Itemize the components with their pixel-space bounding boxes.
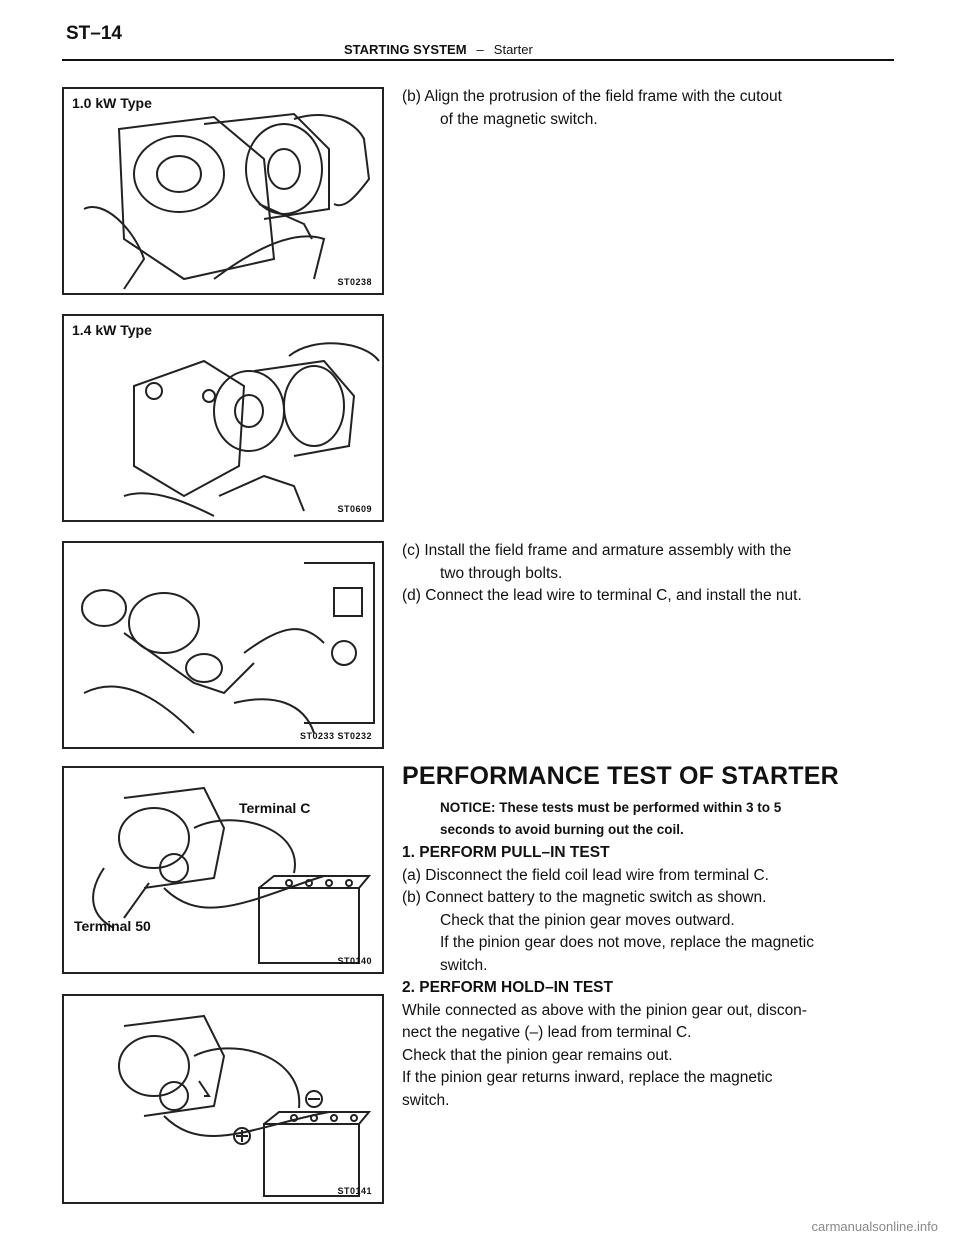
figure-code: ST0238 — [337, 277, 372, 287]
step-c-d — [402, 540, 882, 608]
step-text: (d) Connect the lead wire to terminal C, and install the nut. — [402, 587, 802, 604]
battery-wiring-illustration — [64, 768, 382, 972]
section-heading: PERFORMANCE TEST OF STARTER — [402, 762, 839, 790]
starter-assembly-illustration — [64, 89, 382, 293]
header-separator: – — [476, 42, 484, 57]
figure-label: 1.0 kW Type — [72, 95, 152, 111]
figure-pull-in-test — [62, 766, 384, 974]
figure-hold-in-test — [62, 994, 384, 1204]
step-title: 2. PERFORM HOLD–IN TEST — [402, 979, 613, 996]
figure-code: ST0140 — [337, 956, 372, 966]
notice — [440, 797, 880, 841]
figure-code: ST0609 — [337, 504, 372, 514]
watermark: carmanualsonline.info — [811, 1219, 938, 1234]
step-text: nect the negative (–) lead from terminal C. — [402, 1024, 692, 1041]
step-text: If the pinion gear does not move, replace the magnetic — [440, 934, 814, 951]
figure-code: ST0141 — [337, 1186, 372, 1196]
figure-code: ST0233 ST0232 — [299, 731, 372, 741]
terminal-installation-illustration — [64, 543, 382, 747]
step-text: (b) Align the protrusion of the field frame with the cutout — [402, 88, 782, 105]
step-text: Check that the pinion gear moves outward. — [440, 911, 735, 929]
notice-text: seconds to avoid burning out the coil. — [440, 822, 684, 837]
terminal-c-callout: Terminal C — [239, 800, 311, 816]
step-text: switch. — [402, 1091, 450, 1109]
subsection-title: Starter — [493, 42, 533, 57]
figure-1kw-type — [62, 87, 384, 295]
figure-terminal-c-nut — [62, 541, 384, 749]
terminal-50-callout: Terminal 50 — [74, 918, 151, 934]
pull-in-test — [402, 842, 882, 977]
section-title: STARTING SYSTEM — [344, 42, 467, 57]
battery-wiring-illustration — [64, 996, 382, 1202]
step-b-align — [402, 86, 882, 131]
step-text: While connected as above with the pinion gear out, discon- — [402, 1001, 807, 1019]
header-title — [344, 42, 533, 57]
header-rule — [62, 59, 894, 61]
step-text: If the pinion gear returns inward, replace the magnetic — [402, 1069, 773, 1086]
notice-text: NOTICE: These tests must be performed within 3 to 5 — [440, 800, 782, 815]
step-text: of the magnetic switch. — [440, 110, 598, 128]
page-code: ST–14 — [66, 23, 122, 44]
figure-1-4kw-type — [62, 314, 384, 522]
figure-label: 1.4 kW Type — [72, 322, 152, 338]
starter-assembly-illustration — [64, 316, 382, 520]
step-text: two through bolts. — [440, 564, 563, 582]
step-text: switch. — [440, 956, 488, 974]
step-text: (a) Disconnect the field coil lead wire from terminal C. — [402, 866, 769, 884]
step-text: Check that the pinion gear remains out. — [402, 1046, 673, 1064]
step-text: (b) Connect battery to the magnetic switch as shown. — [402, 889, 767, 906]
hold-in-test — [402, 977, 882, 1112]
step-text: (c) Install the field frame and armature assembly with the — [402, 542, 792, 559]
step-title: 1. PERFORM PULL–IN TEST — [402, 844, 610, 861]
